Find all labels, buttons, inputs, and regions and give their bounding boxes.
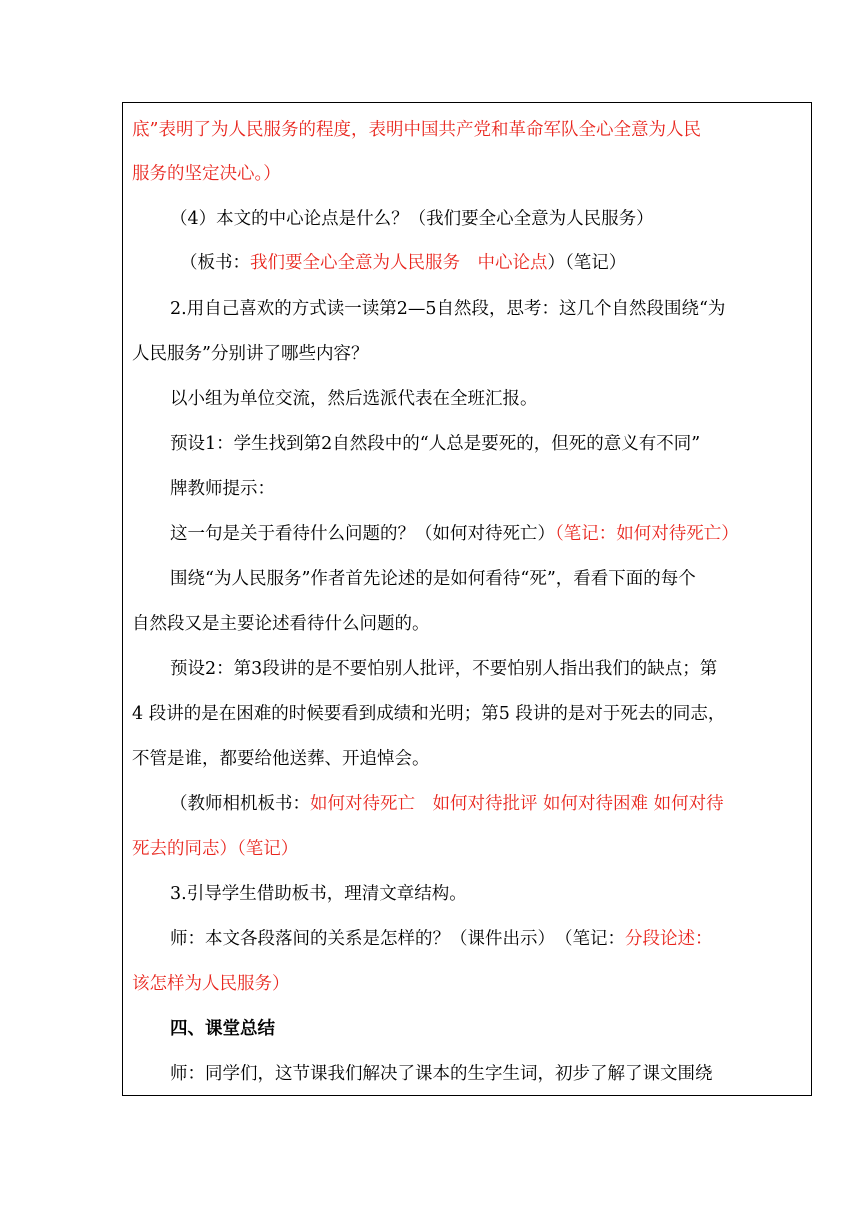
teacher-question [170, 927, 842, 951]
group-exchange: 以小组为单位交流，然后选派代表在全班汇报。 [170, 389, 538, 409]
text-span: 这一句是关于看待什么问题的？（如何对待死亡） [170, 524, 555, 544]
text-line: 底”表明了为人民服务的程度，表明中国共产党和革命军队全心全意为人民 [132, 120, 701, 140]
paragraph-line: 该怎样为人民服务） [132, 974, 290, 994]
red-text-span: （笔记：如何对待死亡） [555, 524, 739, 544]
blackboard-note [180, 251, 852, 275]
paragraph-line: 不管是谁，都要给他送葬、开追悼会。 [132, 749, 430, 769]
summary-line: 师：同学们，这节课我们解决了课本的生字生词，初步了解了课文围绕 [170, 1064, 713, 1084]
preset-1: 预设1：学生找到第2自然段中的“人总是要死的，但死的意义有不同” [170, 434, 701, 454]
text-span: ）（笔记） [547, 253, 627, 273]
red-text-span: 如何对待死亡 如何对待批评 如何对待困难 如何对待 [310, 794, 724, 814]
paragraph-line: 自然段又是主要论述看待什么问题的。 [132, 614, 430, 634]
text-span: （板书： [180, 253, 250, 273]
step-2-line2: 人民服务”分别讲了哪些内容？ [132, 344, 369, 364]
red-text-span: 我们要全心全意为人民服务 中心论点 [250, 253, 548, 273]
red-text-span: 死去的同志 [132, 839, 220, 859]
preset-2: 预设2：第3段讲的是不要怕别人批评，不要怕别人指出我们的缺点；第 [170, 659, 718, 679]
paragraph-line [132, 837, 804, 861]
text-span: 师：本文各段落间的关系是怎样的？（课件出示） （笔记： [170, 929, 625, 949]
text-line: 服务的坚定决心。） [132, 164, 281, 184]
red-text-span: ）（笔记） [219, 839, 299, 859]
teacher-blackboard [170, 792, 842, 816]
question-death [170, 522, 842, 546]
question-4: （4）本文的中心论点是什么？（我们要全心全意为人民服务） [170, 209, 654, 229]
paragraph-line: 4 段讲的是在困难的时候要看到成绩和光明；第5 段讲的是对于死去的同志， [132, 704, 726, 724]
step-3: 3.引导学生借助板书，理清文章结构。 [170, 884, 467, 904]
section-heading: 四、课堂总结 [170, 1019, 275, 1039]
paragraph-line: 围绕“为人民服务”作者首先论述的是如何看待“死”，看看下面的每个 [170, 569, 696, 589]
text-span: （教师相机板书： [170, 794, 310, 814]
teacher-hint: 牌教师提示： [170, 479, 275, 499]
red-text-span: 分段论述： [625, 929, 713, 949]
step-2-line1: 2.用自己喜欢的方式读一读第2—5自然段，思考：这几个自然段围绕“为 [170, 299, 726, 319]
